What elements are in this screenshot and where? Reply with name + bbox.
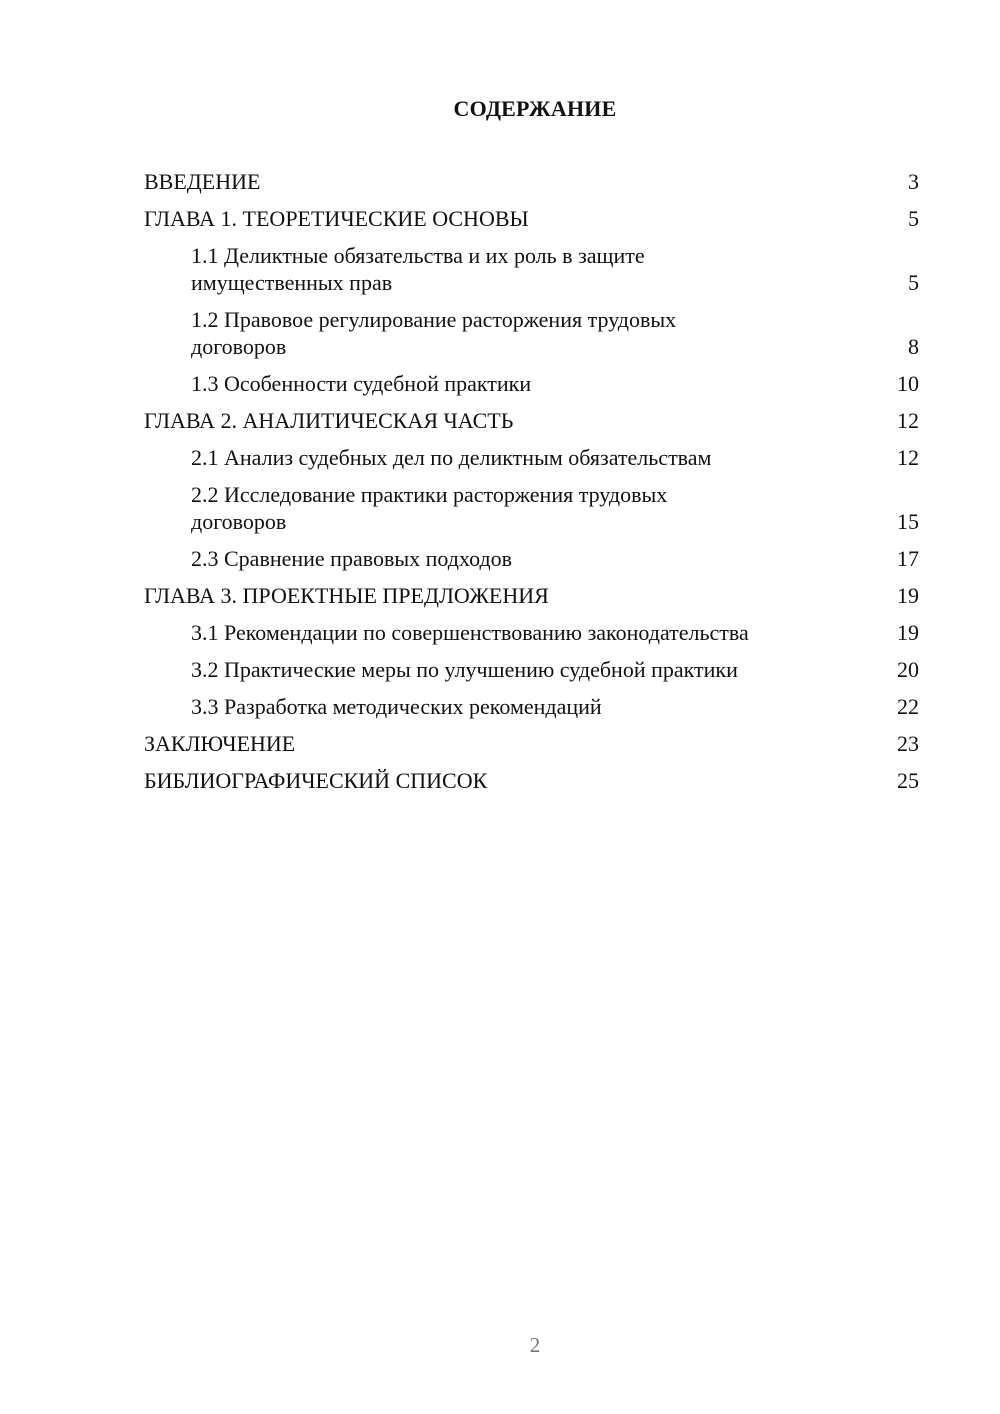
toc-entry-text: БИБЛИОГРАФИЧЕСКИЙ СПИСОК (144, 768, 488, 793)
toc-entry-text: 2.3 Сравнение правовых подходов (191, 546, 513, 571)
toc-entry-introduction (144, 168, 919, 195)
toc-entry-text: ГЛАВА 3. ПРОЕКТНЫЕ ПРЕДЛОЖЕНИЯ (144, 583, 549, 608)
toc-entry-text: 2.2 Исследование практики расторжения трудовых договоров (191, 482, 668, 534)
toc-entry-page: 23 (897, 731, 919, 756)
toc-entry-page: 25 (897, 768, 919, 793)
toc-entry-text: 3.1 Рекомендации по совершенствованию законодательства (191, 620, 749, 645)
toc-entry-page: 3 (908, 169, 919, 194)
toc-entry-page: 10 (897, 371, 919, 396)
toc-entry-section-3-2 (144, 656, 919, 683)
toc-entry-page: 17 (897, 546, 919, 571)
toc-entry-page: 19 (897, 583, 919, 608)
toc-entry-text: 3.3 Разработка методических рекомендаций (191, 694, 602, 719)
toc-entry-section-3-1 (144, 619, 919, 646)
toc-entry-page: 5 (908, 270, 919, 295)
table-of-contents (144, 168, 919, 804)
toc-entry-text: 2.1 Анализ судебных дел по деликтным обязательствам (191, 445, 712, 470)
toc-entry-section-2-1 (144, 444, 919, 471)
toc-entry-section-1-2 (144, 306, 919, 360)
toc-entry-text: ЗАКЛЮЧЕНИЕ (144, 731, 296, 756)
toc-entry-section-1-1 (144, 242, 919, 296)
toc-entry-page: 15 (897, 509, 919, 534)
toc-entry-text: 1.1 Деликтные обязательства и их роль в защите имущественных прав (191, 243, 645, 295)
page-number: 2 (529, 1333, 541, 1357)
toc-entry-page: 22 (897, 694, 919, 719)
toc-entry-page: 19 (897, 620, 919, 645)
toc-entry-chapter-3 (144, 582, 919, 609)
toc-entry-text: 3.2 Практические меры по улучшению судебной практики (191, 657, 738, 682)
toc-entry-page: 12 (897, 408, 919, 433)
toc-entry-text: 1.2 Правовое регулирование расторжения трудовых договоров (191, 307, 677, 359)
toc-entry-page: 8 (908, 334, 919, 359)
page-title: СОДЕРЖАНИЕ (453, 96, 617, 121)
toc-entry-chapter-2 (144, 407, 919, 434)
toc-entry-text: ВВЕДЕНИЕ (144, 169, 261, 194)
toc-entry-text: ГЛАВА 1. ТЕОРЕТИЧЕСКИЕ ОСНОВЫ (144, 206, 529, 231)
toc-entry-text: ГЛАВА 2. АНАЛИТИЧЕСКАЯ ЧАСТЬ (144, 408, 514, 433)
toc-entry-text: 1.3 Особенности судебной практики (191, 371, 532, 396)
toc-entry-page: 20 (897, 657, 919, 682)
toc-entry-section-2-2 (144, 481, 919, 535)
toc-entry-bibliography (144, 767, 919, 794)
toc-entry-section-3-3 (144, 693, 919, 720)
toc-entry-page: 12 (897, 445, 919, 470)
toc-entry-section-1-3 (144, 370, 919, 397)
toc-entry-section-2-3 (144, 545, 919, 572)
toc-entry-page: 5 (908, 206, 919, 231)
toc-entry-chapter-1 (144, 205, 919, 232)
toc-entry-conclusion (144, 730, 919, 757)
